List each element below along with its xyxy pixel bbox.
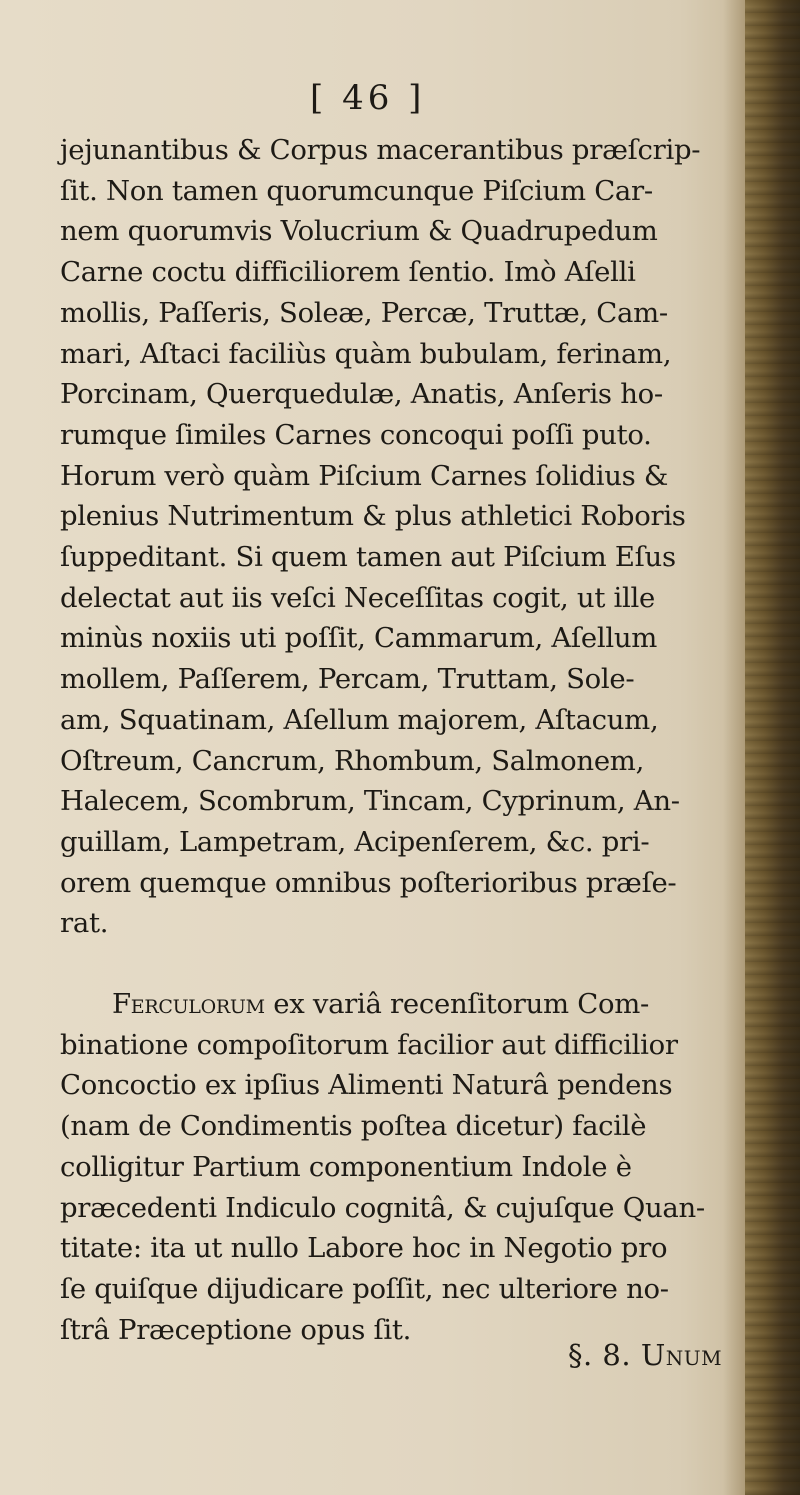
paragraph-1 — [60, 130, 750, 944]
text-line: jejunantibus & Corpus macerantibus præſcrip- — [60, 134, 701, 166]
text-body — [60, 130, 750, 1350]
text-line: rat. — [60, 907, 109, 940]
text-line: rumque ſimiles Carnes concoqui poſſi puto. — [60, 418, 652, 451]
text-line: guillam, Lampetram, Acipenſerem, &c. pri- — [60, 825, 650, 858]
text-line: præcedenti Indiculo cognitâ, & cujuſque Quan- — [60, 1191, 705, 1224]
text-line: Concoctio ex ipſius Alimenti Naturâ pendens — [60, 1069, 673, 1102]
text-line: binatione compoſitorum facilior aut difficilior — [60, 1028, 678, 1061]
text-line: Horum verò quàm Piſcium Carnes ſolidius & — [60, 459, 669, 492]
text-line: delectat aut iis veſci Neceſſitas cogit, ut ille — [60, 581, 655, 614]
text-line: (nam de Condimentis poſtea dicetur) facilè — [60, 1110, 647, 1143]
text-line: titate: ita ut nullo Labore hoc in Negotio pro — [60, 1232, 668, 1265]
text-line: mari, Aſtaci faciliùs quàm bubulam, ferinam, — [60, 337, 672, 370]
text-line: ſtrâ Præceptione opus ſit. — [60, 1313, 412, 1346]
section-mark: §. 8. — [568, 1338, 632, 1372]
paragraph-spacer — [60, 944, 750, 984]
lead-word: Ferculorum — [112, 988, 265, 1021]
text-line: ſe quiſque dijudicare poſſit, nec ulteriore no- — [60, 1272, 669, 1305]
page-number-header: [ 46 ] — [310, 78, 426, 118]
text-line: am, Squatinam, Aſellum majorem, Aſtacum, — [60, 703, 659, 736]
text-line: orem quemque omnibus poſterioribus præſe- — [60, 866, 677, 899]
text-line: ſit. Non tamen quorumcunque Piſcium Car- — [60, 174, 653, 207]
line-rest: ex variâ recenſitorum Com- — [264, 988, 649, 1021]
text-line: Porcinam, Querquedulæ, Anatis, Anſeris ho- — [60, 378, 663, 411]
catchword — [568, 1338, 722, 1372]
text-line: mollem, Paſſerem, Percam, Truttam, Sole- — [60, 663, 635, 696]
book-binding — [745, 0, 800, 1495]
text-line: minùs noxiis uti poſſit, Cammarum, Aſellum — [60, 622, 658, 655]
text-line: mollis, Paſſeris, Soleæ, Percæ, Truttæ, Cam- — [60, 296, 668, 329]
text-line: colligitur Partium componentium Indole è — [60, 1150, 632, 1183]
paragraph-2 — [60, 984, 750, 1350]
text-line-first — [60, 984, 750, 1025]
text-line: Oſtreum, Cancrum, Rhombum, Salmonem, — [60, 744, 645, 777]
text-line: Carne coctu difficiliorem ſentio. Imò Aſelli — [60, 256, 636, 289]
text-line: ſuppeditant. Si quem tamen aut Piſcium Eſus — [60, 541, 676, 574]
catchword-text: Unum — [640, 1338, 723, 1372]
text-line: plenius Nutrimentum & plus athletici Roboris — [60, 500, 686, 533]
text-line: nem quorumvis Volucrium & Quadrupedum — [60, 215, 658, 248]
text-line: Halecem, Scombrum, Tincam, Cyprinum, An- — [60, 785, 680, 818]
